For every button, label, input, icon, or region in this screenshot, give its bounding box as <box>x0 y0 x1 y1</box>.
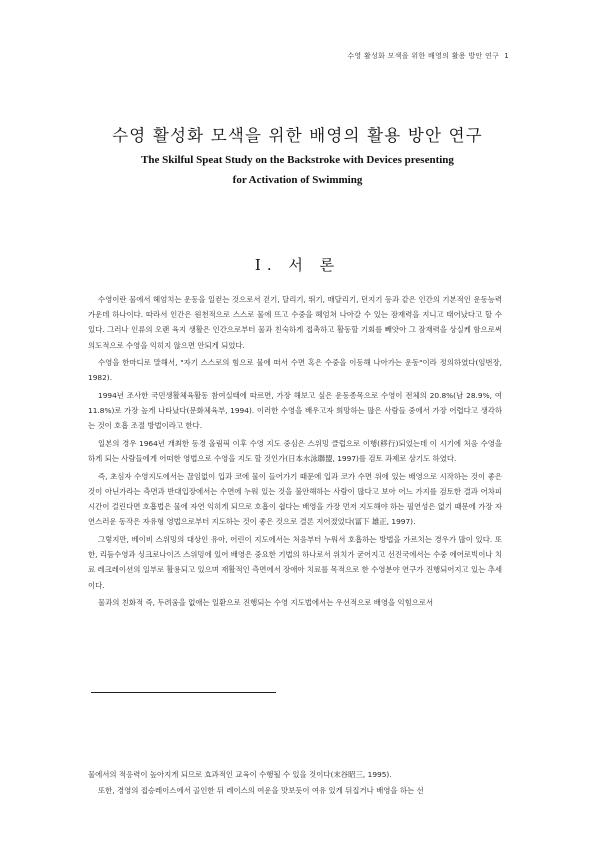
page-number: 1 <box>504 52 509 60</box>
paper-title-korean: 수영 활성화 모색을 위한 배영의 활용 방안 연구 <box>112 126 483 145</box>
footnote-line: 또한, 경영의 접승레이스에서 골인한 뒤 레이스의 여운을 맛보듯이 여유 있게 뒤집거나 배영을 하는 선 <box>98 785 424 795</box>
footnote-text <box>88 767 502 798</box>
body-paragraph: 그렇지만, 베이비 스위밍의 대상인 유아, 어린이 지도에서는 처음부터 누워서 호흡하는 방법을 가르치는 경우가 많이 있다. 또한, 리듬수영과 싱크로나이즈 스위밍에 있어 배영은 중요한 기법의 하나로서 위치가 굳어지고 선진국에서는 수중 에어로빅이나 치료 레크레이션의 일부로 활용되고 있으며 재활적인 측면에서 장애아 치료를 목적으로 한 수영분야 연구가 진행되어지고 있는 추세이다. <box>88 535 502 590</box>
body-paragraph: 즉, 초심자 수영지도에서는 끊임없이 입과 코에 물이 들어가기 때문에 입과 코가 수면 위에 있는 배영으로 시작하는 것이 좋은 것이 아닌가라는 측면과 반대입장에서는 수면에 누워 있는 것을 불안해하는 사람이 많다고 보아 어느 가지를 검토한 결과 어차피 시간이 걸린다면 호흡법은 물에 자연 익히게 되므로 호흡이 쉽다는 배영을 가장 먼저 지도해야 하는 필연성은 없기 때문에 가장 자연스러운 동작은 자유형 영법으로부터 지도하는 것이 좋은 것으로 결론 지어졌었다(冨下 雄正, 1997). <box>88 471 502 527</box>
section-heading: I. 서 론 <box>254 256 341 274</box>
body-paragraph: 수영을 한마디로 말해서, "자기 스스로의 힘으로 물에 떠서 수면 혹은 수중을 이동해 나아가는 운동"이라 정의하였다(임번장, 1982). <box>88 358 502 383</box>
running-title: 수영 활성화 모색을 위한 배영의 활용 방안 연구 <box>347 52 500 60</box>
paper-title-english <box>0 150 595 190</box>
footnote-line: 물에서의 적응력이 높아지게 되므로 효과적인 교육이 수행될 수 있을 것이다(末谷昭三, 1995). <box>88 770 392 779</box>
running-header <box>347 51 509 61</box>
body-paragraph: 물과의 친화적 즉, 두려움을 없애는 일환으로 진행되는 수영 지도법에서는 우선적으로 배영을 익힘으로서 <box>98 598 434 608</box>
paper-title-english-line2: for Activation of Swimming <box>232 174 363 186</box>
paper-title-english-line1: The Skilful Speat Study on the Backstroke with Devices presenting <box>141 154 454 166</box>
body-text <box>88 292 502 613</box>
footnote-divider <box>91 692 276 693</box>
body-paragraph: 일본의 경우 1964년 개최한 동경 올림픽 이후 수영 지도 중심은 스위밍 클럽으로 이행(移行)되었는데 이 시기에 처음 수영을 하게 되는 사람들에게 어떠한 영법으로 수영을 지도 할 것인가(日本水泳聯盟, 1997)를 검토 과제로 삼기도 하였다. <box>88 439 502 464</box>
body-paragraph: 1994년 조사한 국민생활체육활동 참여실태에 따르면, 가장 해보고 싶은 운동종목으로 수영이 전체의 20.8%(남 28.9%, 여 11.8%)로 가장 높게 나타났다(문화체육부, 1994). 이러한 수영을 배우고자 희망하는 많은 사람들 중에서 가장 어렵다고 생각하는 것이 호흡 조절 방법이라고 한다. <box>88 391 502 431</box>
body-paragraph: 수영이란 물에서 헤엄치는 운동을 일컫는 것으로서 걷기, 달리기, 뛰기, 매달리기, 던지기 등과 같은 인간의 기본적인 운동능력 가운데 하나이다. 따라서 인간은 원천적으로 스스로 물에 뜨고 수중을 헤엄쳐 나아갈 수 있는 잠재력을 지니고 태어났다고 할 수 있다. 그러나 인류의 오랜 육지 생활은 인간으로부터 물과 친숙하게 접촉하고 활동할 기회를 빼앗아 그 잠재력을 상실케 함으로써 의도적으로 수영을 익히지 않으면 안되게 되었다. <box>88 295 502 350</box>
